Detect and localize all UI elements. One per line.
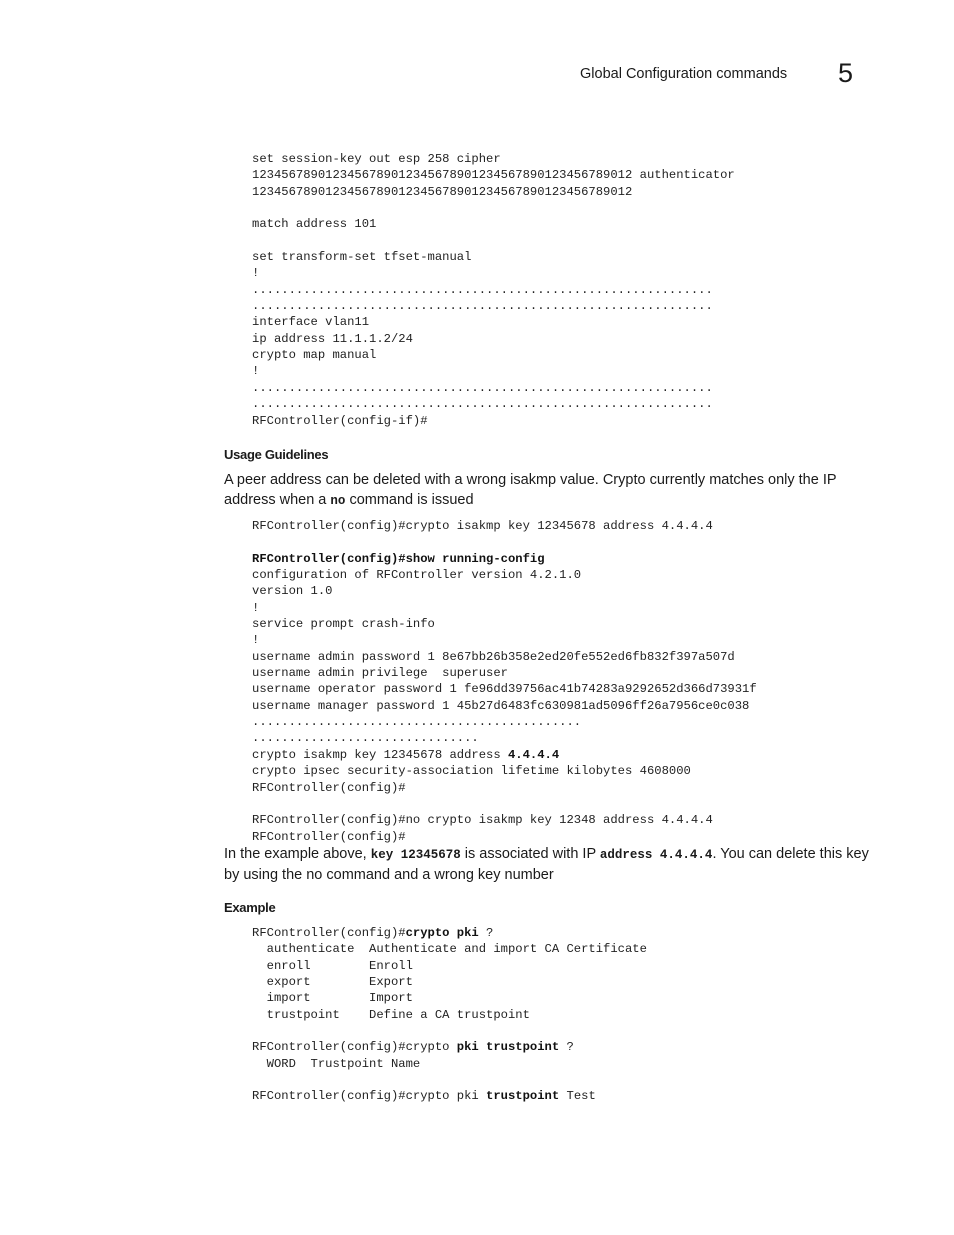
code-segment: export Export (252, 975, 413, 990)
example-note-paragraph (224, 845, 869, 885)
code-line (252, 698, 757, 714)
code-segment: version 1.0 (252, 584, 333, 599)
code-line (252, 151, 735, 167)
code-line (252, 747, 757, 763)
code-segment: ............................................. (252, 715, 582, 730)
code-line (252, 829, 757, 845)
code-line (252, 600, 757, 616)
code-segment: crypto map manual (252, 348, 377, 363)
code-segment: RFController(config)#crypto pki (252, 1089, 487, 1104)
code-block-pki-example (252, 925, 647, 1105)
code-line (252, 941, 647, 957)
code-line (252, 583, 757, 599)
code-segment: ? (559, 1040, 574, 1055)
code-bold-segment: 4.4.4.4 (507, 747, 560, 762)
note-inline-code-address: address 4.4.4.4 (599, 848, 713, 862)
code-line (252, 1056, 647, 1072)
code-line (252, 796, 757, 812)
code-line (252, 216, 735, 232)
page-header (0, 58, 954, 92)
code-segment: ............................................................... (252, 282, 713, 297)
header-title: Global Configuration commands (580, 66, 788, 82)
code-segment: interface vlan11 (252, 315, 370, 330)
code-segment: ip address 11.1.1.2/24 (252, 331, 413, 346)
code-segment: RFController(config)# (252, 780, 406, 795)
code-line (252, 1023, 647, 1039)
usage-inline-code: no (330, 493, 346, 508)
usage-guidelines-heading: Usage Guidelines (224, 447, 329, 462)
code-segment: authenticate Authenticate and import CA Certificate (252, 942, 647, 957)
code-bold-segment: RFController(config)#show running-config (252, 551, 545, 566)
usage-text-after: command is issued (345, 491, 474, 508)
code-line (252, 714, 757, 730)
code-line (252, 780, 757, 796)
code-block-session-config (252, 151, 735, 429)
code-segment: RFController(config)#crypto isakmp key 12345678 address 4.4.4.4 (252, 519, 713, 533)
code-line (252, 616, 757, 632)
code-line (252, 396, 735, 412)
code-segment: trustpoint Define a CA trustpoint (252, 1007, 530, 1022)
code-segment: ! (252, 633, 260, 648)
code-line (252, 518, 757, 534)
usage-text-before: A peer address can be deleted with a wrong isakmp value. Crypto currently matches only the IP address when a (224, 472, 837, 508)
note-text-1: In the example above, (224, 846, 371, 862)
code-line (252, 298, 735, 314)
code-bold-segment: pki trustpoint (456, 1040, 560, 1055)
example-heading: Example (224, 900, 276, 915)
code-line (252, 649, 757, 665)
code-line (252, 1039, 647, 1055)
code-line (252, 730, 757, 746)
code-segment: ............................................................... (252, 397, 713, 412)
code-line (252, 551, 757, 567)
code-segment: username admin privilege superuser (252, 666, 508, 681)
code-line (252, 812, 757, 828)
code-bold-segment: trustpoint (486, 1089, 560, 1104)
code-segment: ? (478, 926, 494, 940)
code-line (252, 249, 735, 265)
code-segment: set transform-set tfset-manual (252, 250, 472, 265)
usage-guidelines-paragraph (224, 471, 869, 511)
code-segment: match address 101 (252, 217, 377, 232)
code-segment: username admin password 1 8e67bb26b358e2ed20fe552ed6fb832f397a507d (252, 649, 735, 664)
code-line (252, 1088, 647, 1104)
code-line (252, 925, 647, 941)
code-segment: RFController(config)# (252, 926, 406, 940)
code-line (252, 990, 647, 1006)
code-line (252, 167, 735, 183)
code-segment: RFController(config)# (252, 829, 406, 844)
code-line (252, 331, 735, 347)
code-line (252, 1007, 647, 1023)
code-segment: crypto ipsec security-association lifetime kilobytes 4608000 (252, 764, 691, 779)
code-line (252, 534, 757, 550)
code-segment: service prompt crash-info (252, 617, 435, 632)
code-segment: ............................... (252, 731, 479, 746)
code-line (252, 184, 735, 200)
code-line (252, 1072, 647, 1088)
code-segment: ............................................................... (252, 299, 713, 314)
code-line (252, 763, 757, 779)
note-text-2: is associated with IP (460, 846, 600, 862)
code-segment: configuration of RFController version 4.2.1.0 (252, 568, 582, 583)
code-segment: RFController(config)#crypto (252, 1040, 457, 1055)
code-segment: username manager password 1 45b27d6483fc630981ad5096ff26a7956ce0c038 (252, 698, 750, 713)
code-segment: import Import (252, 991, 413, 1006)
code-line (252, 363, 735, 379)
code-line (252, 974, 647, 990)
code-segment: Test (559, 1089, 596, 1104)
code-line (252, 233, 735, 249)
code-segment: username operator password 1 fe96dd39756ac41b74283a9292652d366d73931f (252, 682, 757, 697)
code-segment: enroll Enroll (252, 958, 413, 973)
code-segment: set session-key out esp 258 cipher (252, 152, 501, 166)
note-inline-code-key: key 12345678 (370, 848, 461, 862)
code-line (252, 665, 757, 681)
code-line (252, 282, 735, 298)
code-line (252, 265, 735, 281)
code-segment: ............................................................... (252, 380, 713, 395)
code-bold-segment: crypto pki (405, 926, 479, 940)
code-line (252, 958, 647, 974)
code-segment: WORD Trustpoint Name (252, 1056, 421, 1071)
code-segment: crypto isakmp key 12345678 address (252, 747, 508, 762)
code-line (252, 413, 735, 429)
code-segment: ! (252, 266, 260, 281)
code-line (252, 632, 757, 648)
code-block-running-config (252, 518, 757, 845)
code-segment: ! (252, 600, 260, 615)
code-line (252, 380, 735, 396)
chapter-number: 5 (838, 58, 854, 88)
code-segment: 1234567890123456789012345678901234567890123456789012 (252, 184, 633, 199)
code-line (252, 681, 757, 697)
code-line (252, 567, 757, 583)
code-segment: ! (252, 364, 260, 379)
code-line (252, 347, 735, 363)
code-line (252, 200, 735, 216)
code-segment: 1234567890123456789012345678901234567890123456789012 authenticator (252, 168, 735, 183)
code-segment: RFController(config)#no crypto isakmp key 12348 address 4.4.4.4 (252, 813, 713, 828)
note-text-3: . You can delete this key by using the no command and a wrong key number (224, 846, 869, 883)
code-segment: RFController(config-if)# (252, 413, 428, 428)
code-line (252, 314, 735, 330)
